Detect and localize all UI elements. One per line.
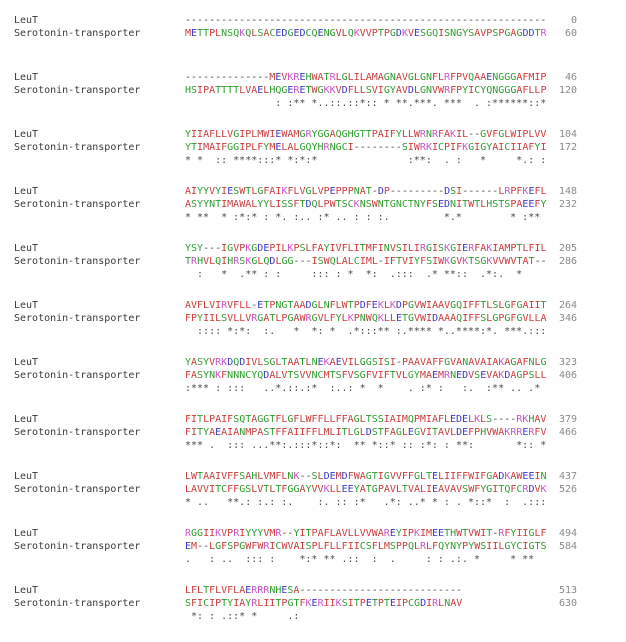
alignment-row <box>14 369 626 382</box>
residue-number: 526 <box>558 484 577 495</box>
sequence-label: Serotonin-transporter <box>14 85 141 96</box>
sequence-label: Serotonin-transporter <box>14 313 141 324</box>
residue-sequence: HSIPATTTTLVAELHQGERETWGKKVDFLLSVIGYAVDLGNVWRFPYICYQNGGGAFLLP <box>185 85 547 96</box>
residue-sequence: ASYYNTIMAWALYYLISSFTDQLPWTSCKNSWNTGNCTNYFSEDNITWTLHSTSPAEEFY <box>185 199 547 210</box>
alignment-row <box>14 597 626 610</box>
consensus-symbols: *: : .::* * .: <box>185 611 300 622</box>
residue-sequence: FITLPAIFSQTAGGTFLGFLWFFLLFFAGLTSSIAIMQPMIAFLEDELKLS----RKHAV <box>185 414 547 425</box>
residue-number: 379 <box>558 414 577 425</box>
residue-number: 513 <box>558 585 577 596</box>
alignment-row <box>14 584 626 597</box>
consensus-symbols: * .. **.: :.: :. :. :: :* .*: ..* * : . *::* : .::: <box>185 497 547 508</box>
residue-number: 286 <box>558 256 577 267</box>
consensus-row <box>14 211 626 224</box>
residue-number: 406 <box>558 370 577 381</box>
residue-sequence: YSY---IGVPKGDEPILKPSLFAYIVFLITMFINVSILIRGISKGIERFAKIAMPTLFIL <box>185 243 547 254</box>
consensus-row <box>14 439 626 452</box>
sequence-label: Serotonin-transporter <box>14 484 141 495</box>
sequence-label: LeuT <box>14 528 39 539</box>
sequence-label: Serotonin-transporter <box>14 598 141 609</box>
residue-sequence: TRHVLQIHRSKGLQDLGG---ISWQLALCIML-IFTVIYFSIWKGVKTSGKVVWVTAT-- <box>185 256 547 267</box>
alignment-row <box>14 426 626 439</box>
alignment-row <box>14 242 626 255</box>
sequence-label: LeuT <box>14 300 39 311</box>
sequence-label: Serotonin-transporter <box>14 541 141 552</box>
alignment-row <box>14 185 626 198</box>
consensus-row <box>14 496 626 509</box>
consensus-symbols: :*** : ::: ..*.::.:* :..: * * . :* : :. :** .. .* <box>185 383 547 394</box>
sequence-label: LeuT <box>14 471 39 482</box>
sequence-label: Serotonin-transporter <box>14 28 141 39</box>
alignment-row <box>14 483 626 496</box>
residue-sequence: --------------MEVKREHWATRLGLILAMAGNAVGLGNFLRFPVQAAENGGGAFMIP <box>185 72 547 83</box>
residue-sequence: FASYNKFNNNCYQDALVTSVVNCMTSFVSGFVIFTVLGYMAEMRNEDVSEVAKDAGPSLL <box>185 370 547 381</box>
consensus-row <box>14 553 626 566</box>
sequence-label: Serotonin-transporter <box>14 256 141 267</box>
consensus-row <box>14 325 626 338</box>
residue-sequence: AVFLVIRVFLL-ETPNGTAADGLNFLWTPDFEKLKDPGVWIAAVGQIFFTLSLGFGAIIT <box>185 300 547 311</box>
residue-number: 232 <box>558 199 577 210</box>
residue-sequence: YTIMAIFGGIPLFYMELALGQYHRNGCI--------SIWRKICPIFKGIGYAICIIAFYI <box>185 142 547 153</box>
residue-sequence: YASYVRKDQDIVLSGLTAATLNEKAEVILGGSISI-PAAVAFFGVANAVAIAKAGAFNLG <box>185 357 547 368</box>
sequence-label: LeuT <box>14 72 39 83</box>
consensus-row <box>14 610 626 623</box>
sequence-label: Serotonin-transporter <box>14 199 141 210</box>
residue-number: 323 <box>558 357 577 368</box>
alignment-block <box>14 242 626 281</box>
sequence-label: LeuT <box>14 15 39 26</box>
alignment-block <box>14 71 626 110</box>
residue-sequence: FITYAEAIANMPASTFFAIIFFLMLITLGLDSTFAGLEGVITAVLDEFPHVWAKRRERFV <box>185 427 547 438</box>
alignment-row <box>14 27 626 40</box>
residue-sequence: EM--LGFSPGWFWRICWVAISPLFLLFIICSFLMSPPQLRLFQYNYPYWSIILGYCIGTS <box>185 541 547 552</box>
alignment-row <box>14 312 626 325</box>
consensus-symbols: * * :: ****:::* *:*:* :**: . : * *.: : <box>185 155 547 166</box>
consensus-symbols: :::: *:*: :. * *: * .*:::** :.**** *..****:*. ***.::: <box>185 326 547 337</box>
alignment-block <box>14 14 626 53</box>
alignment-block <box>14 299 626 338</box>
residue-number: 466 <box>558 427 577 438</box>
consensus-symbols: * ** * :*:* : *. :.. :* .. : : :. *.* * :** <box>185 212 547 223</box>
sequence-label: LeuT <box>14 129 39 140</box>
residue-number: 205 <box>558 243 577 254</box>
alignment-row <box>14 84 626 97</box>
alignment-row <box>14 198 626 211</box>
residue-number: 104 <box>558 129 577 140</box>
consensus-row <box>14 268 626 281</box>
sequence-label: LeuT <box>14 585 39 596</box>
alignment-row <box>14 71 626 84</box>
residue-number: 437 <box>558 471 577 482</box>
residue-sequence: ------------------------------------------------------------ <box>185 15 547 26</box>
residue-number: 264 <box>558 300 577 311</box>
alignment-block <box>14 413 626 452</box>
residue-sequence: RGGIIKVPRIYYYVMR--YITPAFLAVLLVVWAREYIPKIMEETHWTVWIT-RFYIIGLF <box>185 528 547 539</box>
sequence-label: LeuT <box>14 357 39 368</box>
residue-sequence: AIYYVYIESWTLGFAIKFLVGLVPEPPPNAT-DP---------DSI------LRPFKEFL <box>185 186 547 197</box>
consensus-row <box>14 97 626 110</box>
alignment-row <box>14 527 626 540</box>
alignment-row <box>14 14 626 27</box>
residue-number: 120 <box>558 85 577 96</box>
alignment-row <box>14 299 626 312</box>
consensus-symbols: : * .** : : ::: : * *: .::: .* **:: .*:. * <box>185 269 547 280</box>
alignment-row <box>14 141 626 154</box>
alignment-row <box>14 255 626 268</box>
alignment-block <box>14 185 626 224</box>
residue-number: 584 <box>558 541 577 552</box>
consensus-row <box>14 382 626 395</box>
consensus-row <box>14 154 626 167</box>
residue-number: 148 <box>558 186 577 197</box>
residue-number: 630 <box>558 598 577 609</box>
residue-sequence: SFICIPTYIAYRLIITPGTFKERIIKSITPETPTEIPCGDIRLNAV <box>185 598 463 609</box>
consensus-symbols: : :** *..::.::*:: * **.***. *** . :******::* <box>185 98 547 109</box>
residue-number: 60 <box>564 28 577 39</box>
residue-sequence: LWTAAIVFFSAHLVMFLNK--SLDEMDFWAGTIGVVFFGLTELIIFFWIFGADKAWEEIN <box>185 471 547 482</box>
residue-number: 46 <box>564 72 577 83</box>
alignment-row <box>14 470 626 483</box>
residue-sequence: YIIAFLLVGIPLMWIEWAMGRYGGAQGHGTTPAIFYLLWRNRFAKIL--GVFGLWIPLVV <box>185 129 547 140</box>
alignment-block <box>14 584 626 623</box>
residue-number: 494 <box>558 528 577 539</box>
residue-sequence: LFLTFLVFLAERRRNHESA--------------------------- <box>185 585 463 596</box>
residue-number: 172 <box>558 142 577 153</box>
consensus-symbols: . : .. ::: : *:* ** .:: : . : : .:. * * ** <box>185 554 547 565</box>
alignment-row <box>14 413 626 426</box>
alignment-block <box>14 527 626 566</box>
sequence-label: Serotonin-transporter <box>14 142 141 153</box>
alignment-row <box>14 356 626 369</box>
sequence-label: LeuT <box>14 243 39 254</box>
consensus-row <box>14 40 626 53</box>
sequence-label: Serotonin-transporter <box>14 427 141 438</box>
residue-sequence: FPYIILSVLLVRGATLPGAWRGVLFYLKPNWQKLLETGVWIDAAAQIFFSLGPGFGVLLA <box>185 313 547 324</box>
residue-number: 0 <box>570 15 577 26</box>
alignment-row <box>14 540 626 553</box>
alignment-block <box>14 470 626 509</box>
sequence-label: LeuT <box>14 186 39 197</box>
sequence-label: LeuT <box>14 414 39 425</box>
residue-sequence: METTPLNSQKQLSACEDGEDCQENGVLQKVVPTPGDKVESGQISNGYSAVPSPGAGDDTR <box>185 28 547 39</box>
sequence-label: Serotonin-transporter <box>14 370 141 381</box>
residue-sequence: LAVVITCFFGSLVTLTFGGAYVVKLLEEYATGPAVLTVALIEAVAVSWFYGITQFCRDVK <box>185 484 547 495</box>
alignment-row <box>14 128 626 141</box>
residue-number: 346 <box>558 313 577 324</box>
consensus-symbols: *** . ::: ...**:.:::*::*: ** *::* :: :*: : **: *:: * <box>185 440 547 451</box>
alignment-block <box>14 128 626 167</box>
alignment-block <box>14 356 626 395</box>
